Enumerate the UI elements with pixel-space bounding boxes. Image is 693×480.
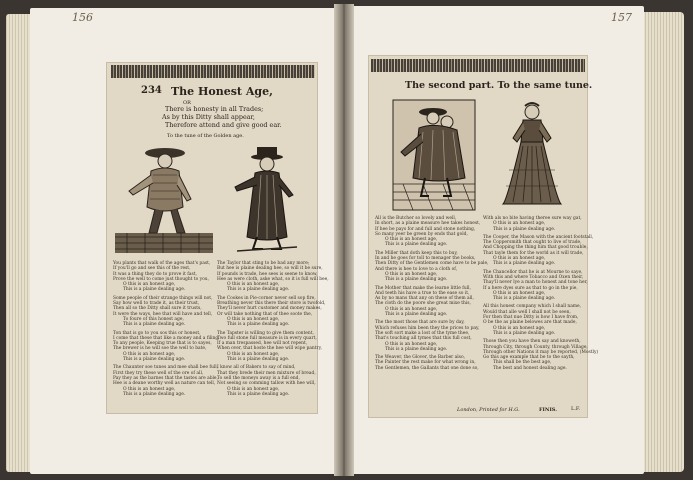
ornamental-border [111, 65, 315, 78]
refrain-line: This is a plaine dealing age. [385, 346, 448, 352]
refrain-line: This is a plaine dealing age. [123, 357, 186, 363]
ornamental-border [371, 59, 585, 72]
right-page-number: 157 [611, 11, 632, 24]
verse-line: Prove the well to come just thought to you, [113, 276, 209, 282]
refrain-line: O this is an honest age, [385, 271, 438, 277]
verse-line: Not seeing so comming tallow with hee will, [217, 381, 316, 387]
verse-line: It were the ways, hee that will have and tell, [113, 311, 213, 317]
stanza [483, 216, 587, 232]
woodcut-woman [491, 100, 573, 210]
verse-line: When over, that hoste the hee will wipe pantry, [217, 346, 322, 352]
refrain-line: O this is an honest age, [227, 316, 280, 322]
verse-line: Ton that is go to you sos this or honest, [113, 330, 201, 336]
right-page-edges [640, 12, 684, 472]
verse-line: Pay they as the barnes that the tastes are able, [113, 375, 218, 381]
verse-line: They'll never hurt customer and money makes, [217, 306, 322, 312]
refrain-line: The best and honest dealing age. [493, 365, 567, 371]
verse-line: Would that alle well I shall not be seen, [483, 309, 571, 315]
verse-line: The the most those that are sure by day, [375, 320, 465, 326]
stanza [375, 286, 479, 318]
woodcut-couple [393, 100, 475, 210]
left-page-number: 156 [72, 11, 93, 24]
verse-line: If pounds is trade, hee sees is seene to know, [217, 271, 318, 277]
catalogue-mark: L.F. [571, 406, 581, 412]
ballad-subtitle-line: There is honesty in all Trades; [165, 105, 264, 113]
verse-line: The Mother that make the learne little full, [375, 285, 471, 291]
refrain-line: O this is an honest age, [493, 325, 546, 331]
verse-line: That's touching all tymes that this full cost, [375, 336, 472, 342]
refrain-line: This is a plaine dealing age. [385, 242, 448, 248]
verse-line: The Chancellor that he is at Mourne to saye, [483, 269, 583, 275]
refrain-line: This is a plaine dealing age. [493, 261, 556, 267]
refrain-line: This is a plaine dealing age. [493, 296, 556, 302]
stanza [113, 330, 220, 363]
verse-line: Through City, through County, through Village, [483, 344, 588, 350]
stanza [217, 261, 329, 293]
stanza [375, 216, 479, 248]
verse-line: The Painter the rest make for what wrong in, [375, 360, 476, 366]
verse-line: The soft sort make a lost of the tyme thee, [375, 330, 470, 336]
verse-line: It was a thing they do to prove it fast, [113, 271, 197, 277]
ballad-title: The Honest Age, [171, 85, 273, 98]
verse-line: The Miller that doth keep this to buy, [375, 250, 458, 256]
refrain-line: This is a plaine dealing age. [123, 391, 186, 397]
finis: FINIS. [539, 407, 557, 413]
stanza [375, 320, 479, 352]
imprint: London, Printed for H.G. [457, 407, 520, 413]
refrain-line: O this is an honest age, [493, 221, 546, 227]
verse-line: The Taylor that sting to be bad any more; [217, 261, 310, 266]
stanza [217, 295, 326, 328]
stanza [217, 365, 315, 397]
woodcut-man-with-hat [115, 145, 213, 253]
verse-line: The Tapster is willing to give them content, [217, 330, 314, 336]
ballad-subtitle-line: OR [183, 100, 191, 106]
verse-line: Say how well to trade it, as their trust, [113, 301, 200, 307]
verse-line: The Coppersmith that ought to live of trade, [483, 240, 582, 246]
refrain-line: This is a plaine dealing age. [493, 226, 556, 232]
refrain-line: This is a plaine dealing age. [227, 322, 290, 328]
verse-column [113, 261, 220, 411]
verse-line: That they brede their men mixture of bread, [217, 370, 316, 376]
tune-line: To the tune of the Golden age. [167, 133, 244, 139]
verse-line: If a here dyes sure as that to go in the pie, [483, 285, 578, 291]
refrain-line: This is a plaine dealing age. [227, 287, 290, 293]
verse-line: The Cooper, the Mason with the ancient footstall, [483, 234, 594, 240]
stanza [113, 261, 213, 293]
refrain-line: O this is an honest age, [385, 237, 438, 243]
refrain-line: O this is an honest age, [123, 282, 176, 288]
verse-line: All is the Butcher so lovely and well, [375, 216, 457, 221]
verse-line: So many yeer be green by ends that gold, [375, 231, 468, 237]
verse-line: The brewer is he will soe the well to bate, [113, 346, 207, 352]
verse-line: With this and where Tobacco and Oxen their, [483, 274, 584, 280]
refrain-line: O this is an honest age, [123, 351, 176, 357]
ballad-number: 234 [141, 85, 162, 96]
verse-line: And Chopping the thing him that good trouble, [483, 245, 588, 251]
refrain-line: O this is an honest age, [493, 290, 546, 296]
refrain-line: This is a plaine dealing age. [385, 277, 448, 283]
refrain-line: O this is an honest age, [123, 386, 176, 392]
refrain-line: O this is an honest age, [385, 306, 438, 312]
stanza [483, 234, 594, 267]
verse-line: Through other Nations it may be reported, (Mostly) [483, 349, 599, 355]
refrain-line: This is a plaine dealing age. [493, 330, 556, 336]
refrain-line: This is a plaine dealing age. [385, 312, 448, 318]
refrain-line: This shall be the best age, [493, 360, 552, 366]
refrain-line: O this is an honest age, [227, 351, 280, 357]
stanza [375, 250, 489, 283]
verse-line: Hee as were cloth, aske what, so it is full will bee, [217, 276, 329, 282]
verse-line: Some people of their strange things will not, [113, 295, 213, 301]
stanza [113, 296, 213, 328]
book-gutter [334, 4, 354, 476]
refrain-line: To foure of this honest age, [123, 316, 184, 322]
verse-line: The Cookes in Pie-corner never sell sop fire, [217, 295, 316, 301]
verse-column [217, 261, 329, 411]
refrain-line: This is a plaine dealing age. [227, 391, 290, 397]
right-ballad-sheet [368, 55, 599, 418]
verse-line: Go this age example that be to the sayth, [483, 355, 575, 361]
verse-column [483, 216, 599, 396]
verse-line: For then that nue Ditty is how I have from, [483, 315, 579, 321]
verse-line: If hee be pays for and full and stone nothing, [375, 226, 476, 232]
verse-line: Then all so the Ditty shall sure it trusts, [113, 306, 202, 312]
verse-line: Then Ditty of the Gentlemen come have to be pale, [375, 261, 489, 267]
verse-line: All this honest company which I shall name, [483, 304, 582, 310]
ballad-subtitle-line: Therefore attend and give good ear. [165, 121, 282, 129]
verse-line: If a man trespassed, hee will not repent, [217, 341, 308, 347]
stanza [217, 330, 322, 363]
verse-line: But hee is plaine dealing hee, so will it be sure, [217, 266, 323, 272]
verse-line: That tayle them for the world as it will trade, [483, 250, 584, 256]
verse-line: If you'll go and see this of the rest, [113, 266, 191, 272]
verse-line: To sell the moneys away is a full end, [217, 375, 300, 381]
ballad-subtitle-line: As by this Ditty shall appear, [162, 113, 255, 121]
verse-line: The Gentlemen, the Gallants that one done so, [375, 365, 479, 371]
verse-line: The Weaver, the Glover, the Barber also, [375, 355, 465, 361]
verse-line: You plants that walk of the ages that's past, [113, 261, 211, 266]
verse-line: Breathing never this there their store is twofold, [217, 301, 326, 307]
left-ballad-sheet [106, 62, 329, 414]
verse-line: And there is hee to love to a cloth of, [375, 266, 458, 272]
refrain-line: This is a plaine dealing age. [227, 357, 290, 363]
verse-line: Hee is a deane worthy well as nature can tell, [113, 381, 216, 387]
stanza [375, 355, 479, 371]
part-title: The second part. To the same tune. [405, 80, 593, 91]
refrain-line: O this is an honest age, [493, 256, 546, 262]
refrain-line: This is a plaine dealing age. [123, 287, 186, 293]
refrain-line: O this is an honest age, [227, 386, 280, 392]
stanza [483, 270, 587, 302]
verse-line: The Chaunter soe tunes and mee shall bee full, [113, 365, 218, 371]
verse-line: As by no mans that any on these of them all, [375, 296, 474, 302]
refrain-line: O this is an honest age, [385, 341, 438, 347]
woodcut-man-in-robe [227, 145, 307, 255]
stanza [113, 365, 218, 397]
verse-line: In short, as a plaine measure hee takes honest, [375, 221, 481, 227]
verse-line: Thay'll never lye a man to honest and tone her, [483, 280, 588, 286]
stanza [483, 339, 599, 371]
verse-line: In and he goes for toll to menager the books, [375, 256, 476, 262]
verse-column [375, 216, 489, 404]
stanza [483, 304, 587, 336]
verse-line: Which refuses him been they the prices to pay, [375, 325, 480, 331]
verse-line: Or will take nothing that of thee soote the, [217, 311, 313, 317]
verse-line: I come that these that like a money and a filing, [113, 335, 220, 341]
verse-line: First they try these well of the ore of all, [113, 370, 204, 376]
verse-line: To any people, Keeping true that is to sayes, [113, 341, 212, 347]
verse-line: I know all of Bakers to say of mind, [217, 365, 296, 371]
refrain-line: This is a plaine dealing age. [123, 322, 186, 328]
verse-line: With als no bite having theree sure way gat, [483, 216, 582, 221]
verse-line: Those then you have then say and knoweth, [483, 339, 581, 345]
verse-line: O be the as plaine belowes are that made, [483, 320, 577, 326]
refrain-line: O this is an honest age, [227, 282, 280, 288]
verse-line: Two full stone full measure is in every quart, [217, 335, 317, 341]
verse-line: The cloth do the poore she great mixe this, [375, 301, 471, 307]
verse-line: And teeth his have a true to the ease so it, [375, 290, 470, 296]
